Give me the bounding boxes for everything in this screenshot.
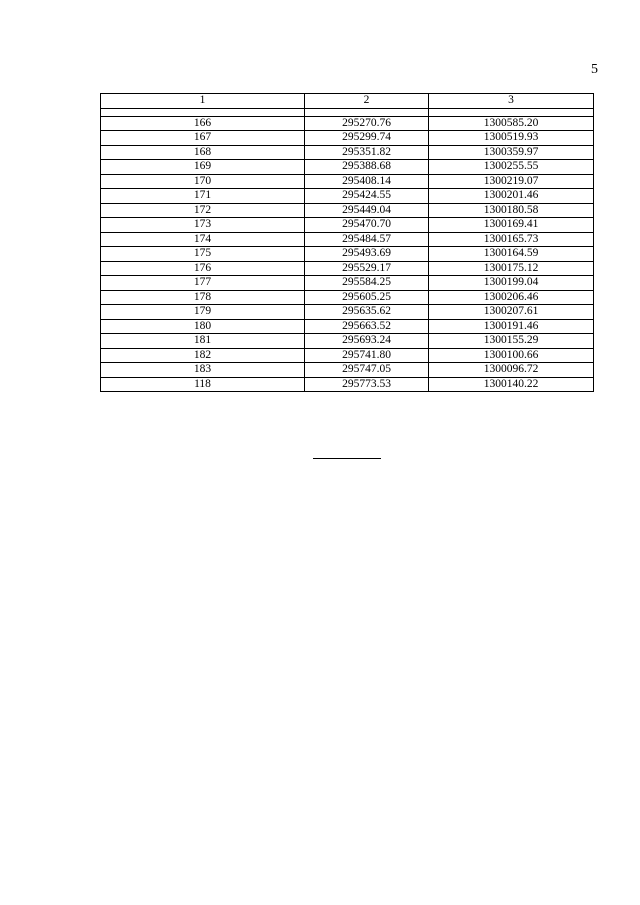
point-number-cell: 167	[101, 131, 305, 146]
y-coordinate-cell: 1300165.73	[429, 232, 594, 247]
point-number-cell: 178	[101, 290, 305, 305]
y-coordinate-cell: 1300191.46	[429, 319, 594, 334]
table-row	[101, 377, 594, 392]
table-spacer-row	[101, 108, 594, 116]
table-row	[101, 247, 594, 262]
table-row	[101, 203, 594, 218]
point-number-cell: 168	[101, 145, 305, 160]
x-coordinate-cell: 295741.80	[305, 348, 429, 363]
y-coordinate-cell: 1300199.04	[429, 276, 594, 291]
x-coordinate-cell: 295493.69	[305, 247, 429, 262]
x-coordinate-cell: 295299.74	[305, 131, 429, 146]
point-number-cell: 180	[101, 319, 305, 334]
column-header-1: 1	[101, 94, 305, 109]
y-coordinate-cell: 1300164.59	[429, 247, 594, 262]
x-coordinate-cell: 295584.25	[305, 276, 429, 291]
end-of-document-line	[313, 458, 381, 459]
y-coordinate-cell: 1300201.46	[429, 189, 594, 204]
y-coordinate-cell: 1300169.41	[429, 218, 594, 233]
x-coordinate-cell: 295773.53	[305, 377, 429, 392]
y-coordinate-cell: 1300140.22	[429, 377, 594, 392]
y-coordinate-cell: 1300255.55	[429, 160, 594, 175]
column-header-3: 3	[429, 94, 594, 109]
point-number-cell: 172	[101, 203, 305, 218]
y-coordinate-cell: 1300175.12	[429, 261, 594, 276]
table-body	[101, 108, 594, 392]
spacer-cell	[101, 108, 305, 116]
table-row	[101, 261, 594, 276]
y-coordinate-cell: 1300519.93	[429, 131, 594, 146]
x-coordinate-cell: 295388.68	[305, 160, 429, 175]
point-number-cell: 175	[101, 247, 305, 262]
point-number-cell: 176	[101, 261, 305, 276]
x-coordinate-cell: 295663.52	[305, 319, 429, 334]
x-coordinate-cell: 295693.24	[305, 334, 429, 349]
x-coordinate-cell: 295351.82	[305, 145, 429, 160]
page-number: 5	[591, 62, 598, 77]
y-coordinate-cell: 1300180.58	[429, 203, 594, 218]
table-row	[101, 363, 594, 378]
point-number-cell: 171	[101, 189, 305, 204]
y-coordinate-cell: 1300207.61	[429, 305, 594, 320]
table-row	[101, 160, 594, 175]
table-row	[101, 348, 594, 363]
table-row	[101, 131, 594, 146]
y-coordinate-cell: 1300206.46	[429, 290, 594, 305]
table-row	[101, 145, 594, 160]
x-coordinate-cell: 295470.70	[305, 218, 429, 233]
x-coordinate-cell: 295424.55	[305, 189, 429, 204]
point-number-cell: 170	[101, 174, 305, 189]
y-coordinate-cell: 1300359.97	[429, 145, 594, 160]
spacer-cell	[305, 108, 429, 116]
table-row	[101, 290, 594, 305]
point-number-cell: 169	[101, 160, 305, 175]
table-row	[101, 232, 594, 247]
table-row	[101, 218, 594, 233]
point-number-cell: 177	[101, 276, 305, 291]
table-header-row	[101, 94, 594, 109]
y-coordinate-cell: 1300096.72	[429, 363, 594, 378]
point-number-cell: 173	[101, 218, 305, 233]
x-coordinate-cell: 295635.62	[305, 305, 429, 320]
point-number-cell: 182	[101, 348, 305, 363]
x-coordinate-cell: 295270.76	[305, 116, 429, 131]
point-number-cell: 166	[101, 116, 305, 131]
point-number-cell: 174	[101, 232, 305, 247]
x-coordinate-cell: 295449.04	[305, 203, 429, 218]
y-coordinate-cell: 1300219.07	[429, 174, 594, 189]
x-coordinate-cell: 295529.17	[305, 261, 429, 276]
point-number-cell: 118	[101, 377, 305, 392]
table-row	[101, 276, 594, 291]
x-coordinate-cell: 295747.05	[305, 363, 429, 378]
x-coordinate-cell: 295605.25	[305, 290, 429, 305]
y-coordinate-cell: 1300100.66	[429, 348, 594, 363]
table-row	[101, 116, 594, 131]
y-coordinate-cell: 1300585.20	[429, 116, 594, 131]
table-row	[101, 174, 594, 189]
point-number-cell: 181	[101, 334, 305, 349]
x-coordinate-cell: 295408.14	[305, 174, 429, 189]
table-row	[101, 189, 594, 204]
table-row	[101, 334, 594, 349]
column-header-2: 2	[305, 94, 429, 109]
point-number-cell: 183	[101, 363, 305, 378]
point-number-cell: 179	[101, 305, 305, 320]
y-coordinate-cell: 1300155.29	[429, 334, 594, 349]
coordinates-table	[100, 93, 594, 392]
table-row	[101, 319, 594, 334]
spacer-cell	[429, 108, 594, 116]
table-row	[101, 305, 594, 320]
x-coordinate-cell: 295484.57	[305, 232, 429, 247]
